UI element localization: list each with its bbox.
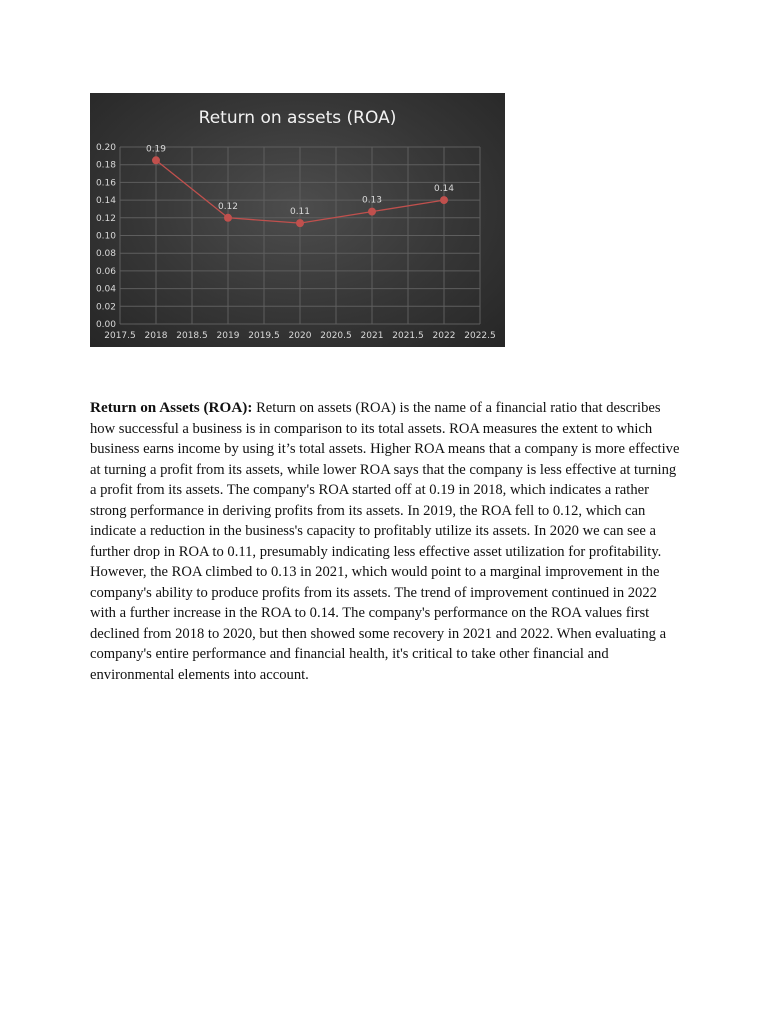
roa-chart-svg <box>90 93 505 347</box>
y-tick-label: 0.18 <box>95 160 116 171</box>
y-tick-label: 0.08 <box>95 249 116 260</box>
y-tick-label: 0.12 <box>95 213 116 224</box>
x-tick-label: 2022 <box>432 331 456 341</box>
y-tick-label: 0.00 <box>95 320 116 330</box>
y-tick-label: 0.02 <box>95 302 116 313</box>
y-tick-label: 0.16 <box>95 178 116 189</box>
roa-data-point <box>296 219 304 227</box>
roa-data-label: 0.19 <box>145 144 167 155</box>
section-heading: Return on Assets (ROA): <box>90 399 253 416</box>
x-tick-label: 2021 <box>360 331 384 341</box>
roa-data-label: 0.11 <box>289 207 311 218</box>
roa-data-point <box>440 196 448 204</box>
y-tick-label: 0.04 <box>95 284 116 295</box>
x-tick-label: 2019 <box>216 331 240 341</box>
chart-title: Return on assets (ROA) <box>198 108 397 128</box>
y-tick-label: 0.14 <box>95 196 116 207</box>
roa-data-point <box>224 214 232 222</box>
x-tick-label: 2019.5 <box>248 331 280 341</box>
x-tick-label: 2022.5 <box>464 331 496 341</box>
section-body: Return on assets (ROA) is the name of a financial ratio that describes how successful a business is in comparison to its total assets. ROA measures the extent to which business earns income by using it’s total assets. Higher ROA means that a company is more effective at turning a profit from its assets, while lower ROA says that the company is less effective at turning a profit from its assets. The company's ROA started off at 0.19 in 2018, which indicates a rather strong performance in deriving profits from its assets. In 2019, the ROA fell to 0.12, which can indicate a reduction in the business's capacity to profitably utilize its assets. In 2020 we can see a further drop in ROA to 0.11, presumably indicating less effective asset utilization for profitability. However, the ROA climbed to 0.13 in 2021, which would point to a marginal improvement in the company's ability to produce profits from its assets. The trend of improvement continued in 2022 with a further increase in the ROA to 0.14. The company's performance on the ROA values first declined from 2018 to 2020, but then showed some recovery in 2021 and 2022. When evaluating a company's entire performance and financial health, it's critical to take other financial and environmental elements into account. <box>90 400 680 683</box>
x-tick-label: 2018 <box>144 331 168 341</box>
roa-data-label: 0.12 <box>217 201 239 212</box>
x-tick-label: 2020 <box>288 331 312 341</box>
roa-chart <box>90 93 505 347</box>
roa-description <box>90 398 680 685</box>
x-tick-label: 2021.5 <box>392 331 424 341</box>
y-tick-label: 0.20 <box>95 143 116 153</box>
roa-data-point <box>368 208 376 216</box>
y-tick-label: 0.06 <box>95 266 116 277</box>
roa-data-label: 0.13 <box>361 195 383 206</box>
x-tick-label: 2020.5 <box>320 331 352 341</box>
x-tick-label: 2018.5 <box>176 331 208 341</box>
y-tick-label: 0.10 <box>95 231 116 242</box>
roa-data-point <box>152 156 160 164</box>
roa-data-label: 0.14 <box>433 184 455 195</box>
x-tick-label: 2017.5 <box>104 331 136 341</box>
